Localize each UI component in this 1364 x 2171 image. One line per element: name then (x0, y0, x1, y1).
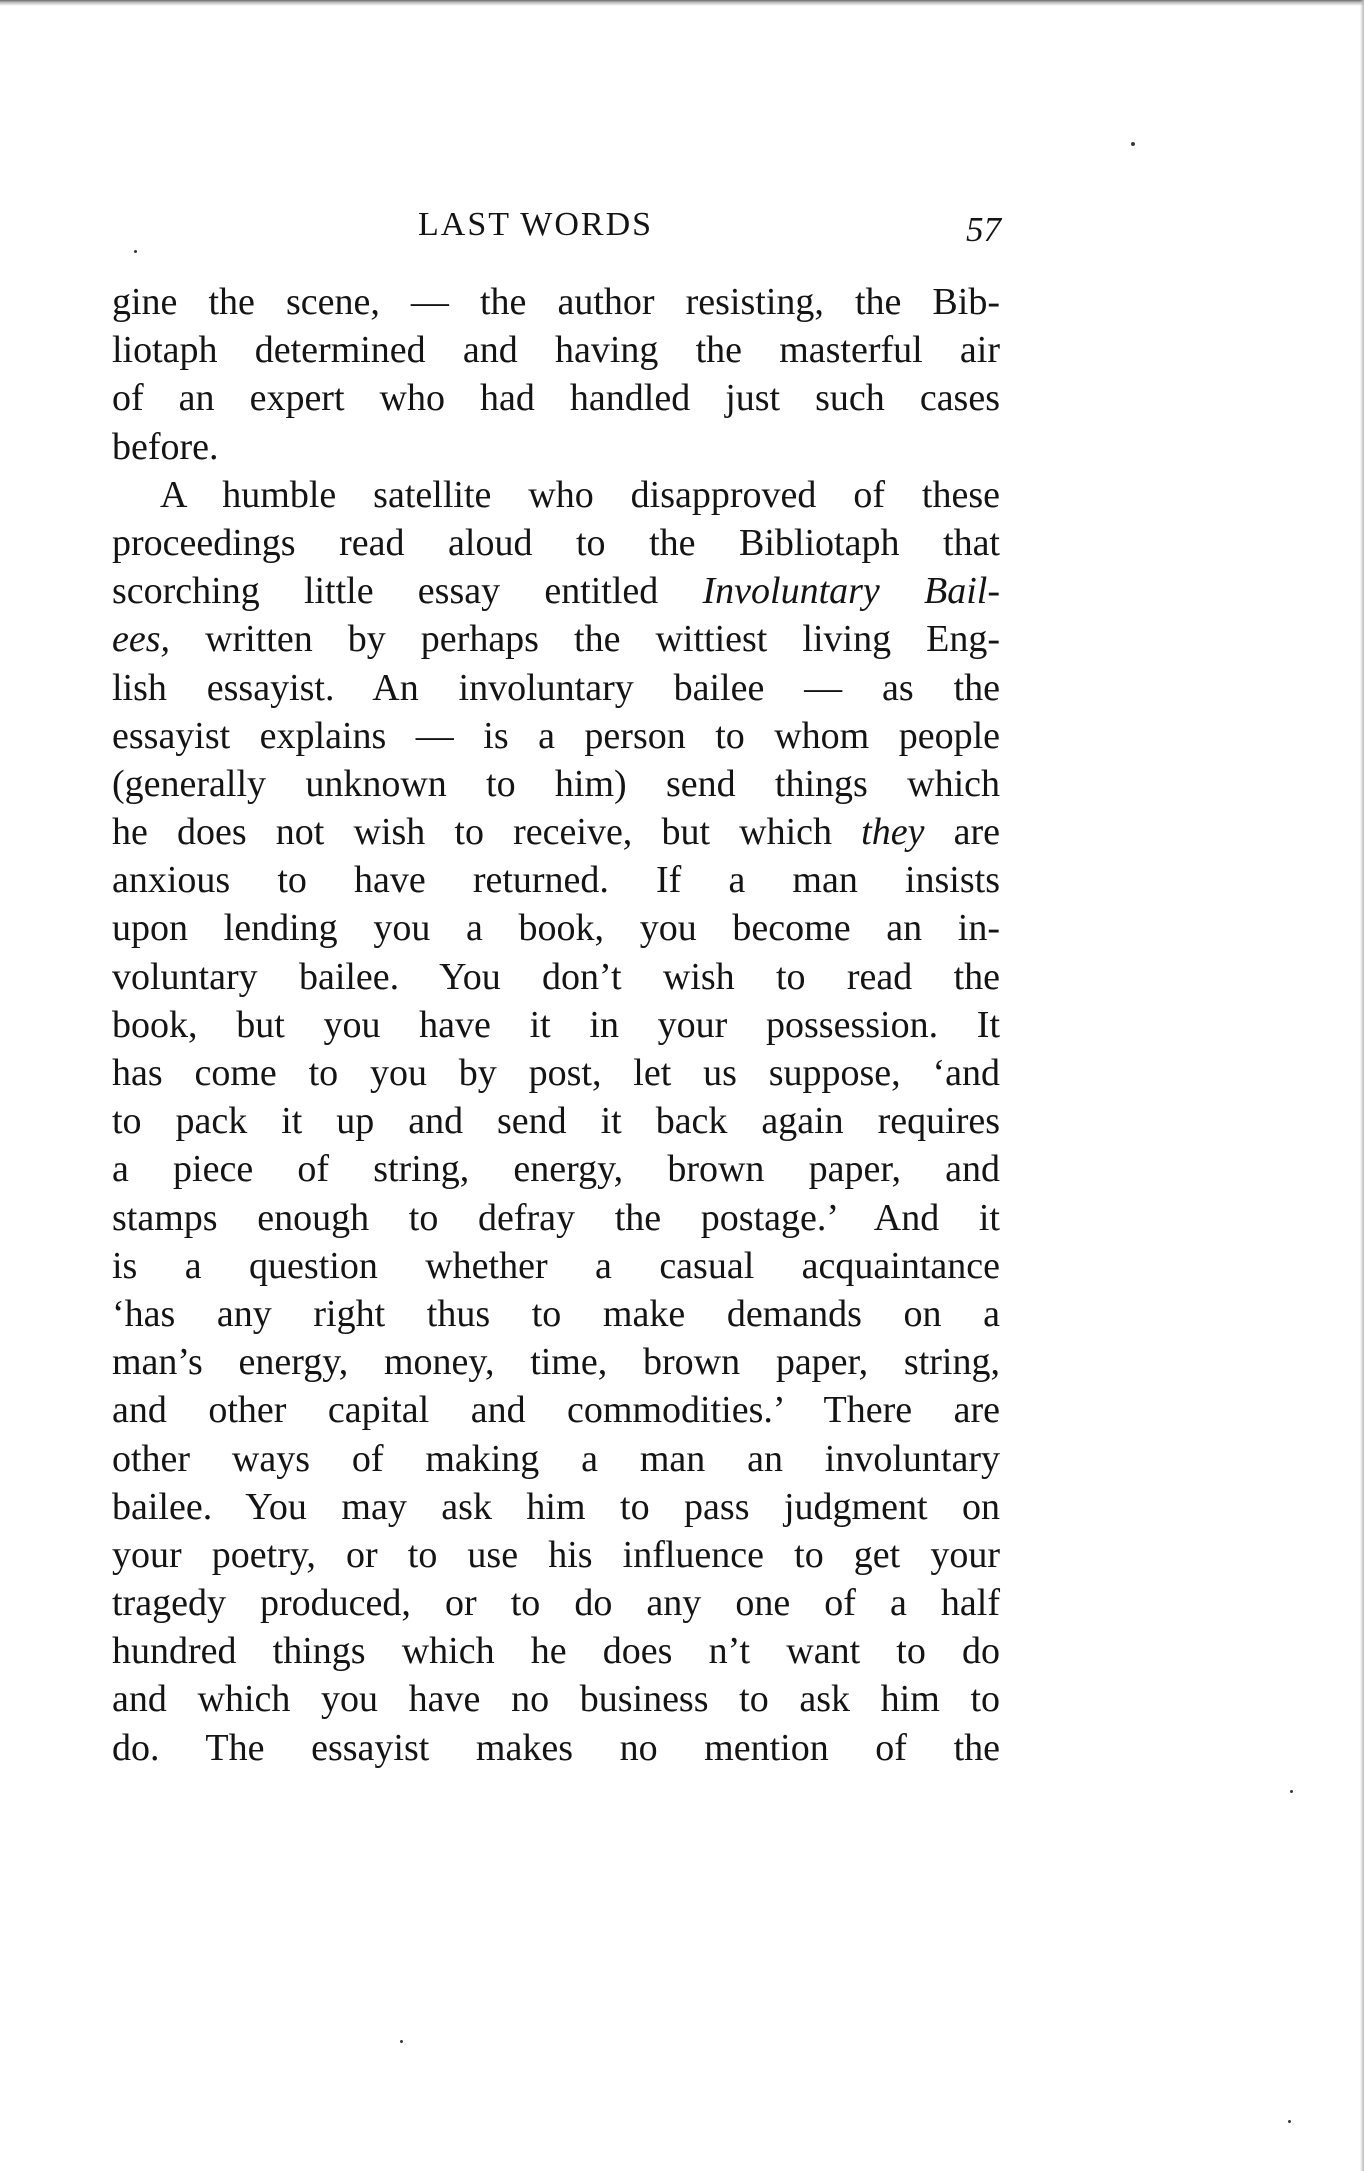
text-line: your poetry, or to use his influence to get your (112, 1533, 1000, 1576)
text-line: upon lending you a book, you become an in- (112, 907, 1000, 950)
text-line: lish essayist. An involuntary bailee — as the (112, 666, 1000, 709)
text-line: man’s energy, money, time, brown paper, string, (112, 1341, 1000, 1384)
paper-speck (134, 250, 137, 253)
text-line: liotaph determined and having the masterful air (112, 329, 1000, 372)
text-line: stamps enough to defray the postage.’ And it (112, 1196, 1000, 1239)
text-run: scorching little essay entitled (112, 570, 703, 613)
text-line: voluntary bailee. You don’t wish to read the (112, 955, 1000, 998)
text-line: hundred things which he does n’t want to do (112, 1630, 1000, 1673)
page-number: 57 (966, 210, 1001, 249)
text-line: and which you have no business to ask him to (112, 1678, 1000, 1721)
text-run: written by perhaps the wittiest living Eng- (170, 618, 1000, 661)
text-line: tragedy produced, or to do any one of a half (112, 1582, 1000, 1625)
paper-speck (400, 2040, 403, 2043)
paper-speck (1131, 142, 1135, 146)
text-line: gine the scene, — the author resisting, the Bib- (112, 281, 1000, 323)
text-line: of an expert who had handled just such cases (112, 377, 1000, 420)
text-line: (generally unknown to him) send things which (112, 762, 1000, 805)
page-top-edge (0, 0, 1364, 6)
text-line: a piece of string, energy, brown paper, and (112, 1148, 1000, 1191)
text-line: before. (112, 425, 219, 468)
text-line: do. The essayist makes no mention of the (112, 1726, 1000, 1769)
text-run: he does not wish to receive, but which (112, 811, 862, 854)
text-line: is a question whether a casual acquaintance (112, 1244, 1000, 1287)
italic-emphasis: they (861, 811, 925, 854)
paper-speck (1288, 2120, 1291, 2123)
text-line: essayist explains — is a person to whom people (112, 714, 1000, 757)
running-head: LAST WORDS (418, 206, 654, 243)
text-line (112, 567, 1000, 615)
text-line: proceedings read aloud to the Bibliotaph that (112, 521, 1000, 564)
text-line: ‘has any right thus to make demands on a (112, 1292, 1000, 1335)
italic-title: Involuntary Bail- (702, 570, 1000, 613)
text-line: anxious to have returned. If a man insists (112, 859, 1000, 902)
text-line (112, 615, 1000, 663)
page-right-edge (1360, 0, 1364, 2171)
body-text (112, 278, 1000, 1772)
text-line (112, 808, 1000, 856)
text-line: bailee. You may ask him to pass judgment on (112, 1485, 1000, 1528)
text-line: and other capital and commodities.’ There are (112, 1389, 1000, 1432)
italic-title: ees, (112, 618, 171, 661)
text-run: are (924, 811, 1000, 854)
text-line: has come to you by post, let us suppose, ‘and (112, 1052, 1000, 1094)
paper-speck (1290, 1790, 1293, 1793)
text-line: to pack it up and send it back again requires (112, 1100, 1000, 1143)
text-line: other ways of making a man an involuntary (112, 1437, 1000, 1480)
text-line: A humble satellite who disapproved of these (160, 473, 1000, 516)
text-line: book, but you have it in your possession. It (112, 1003, 1000, 1046)
